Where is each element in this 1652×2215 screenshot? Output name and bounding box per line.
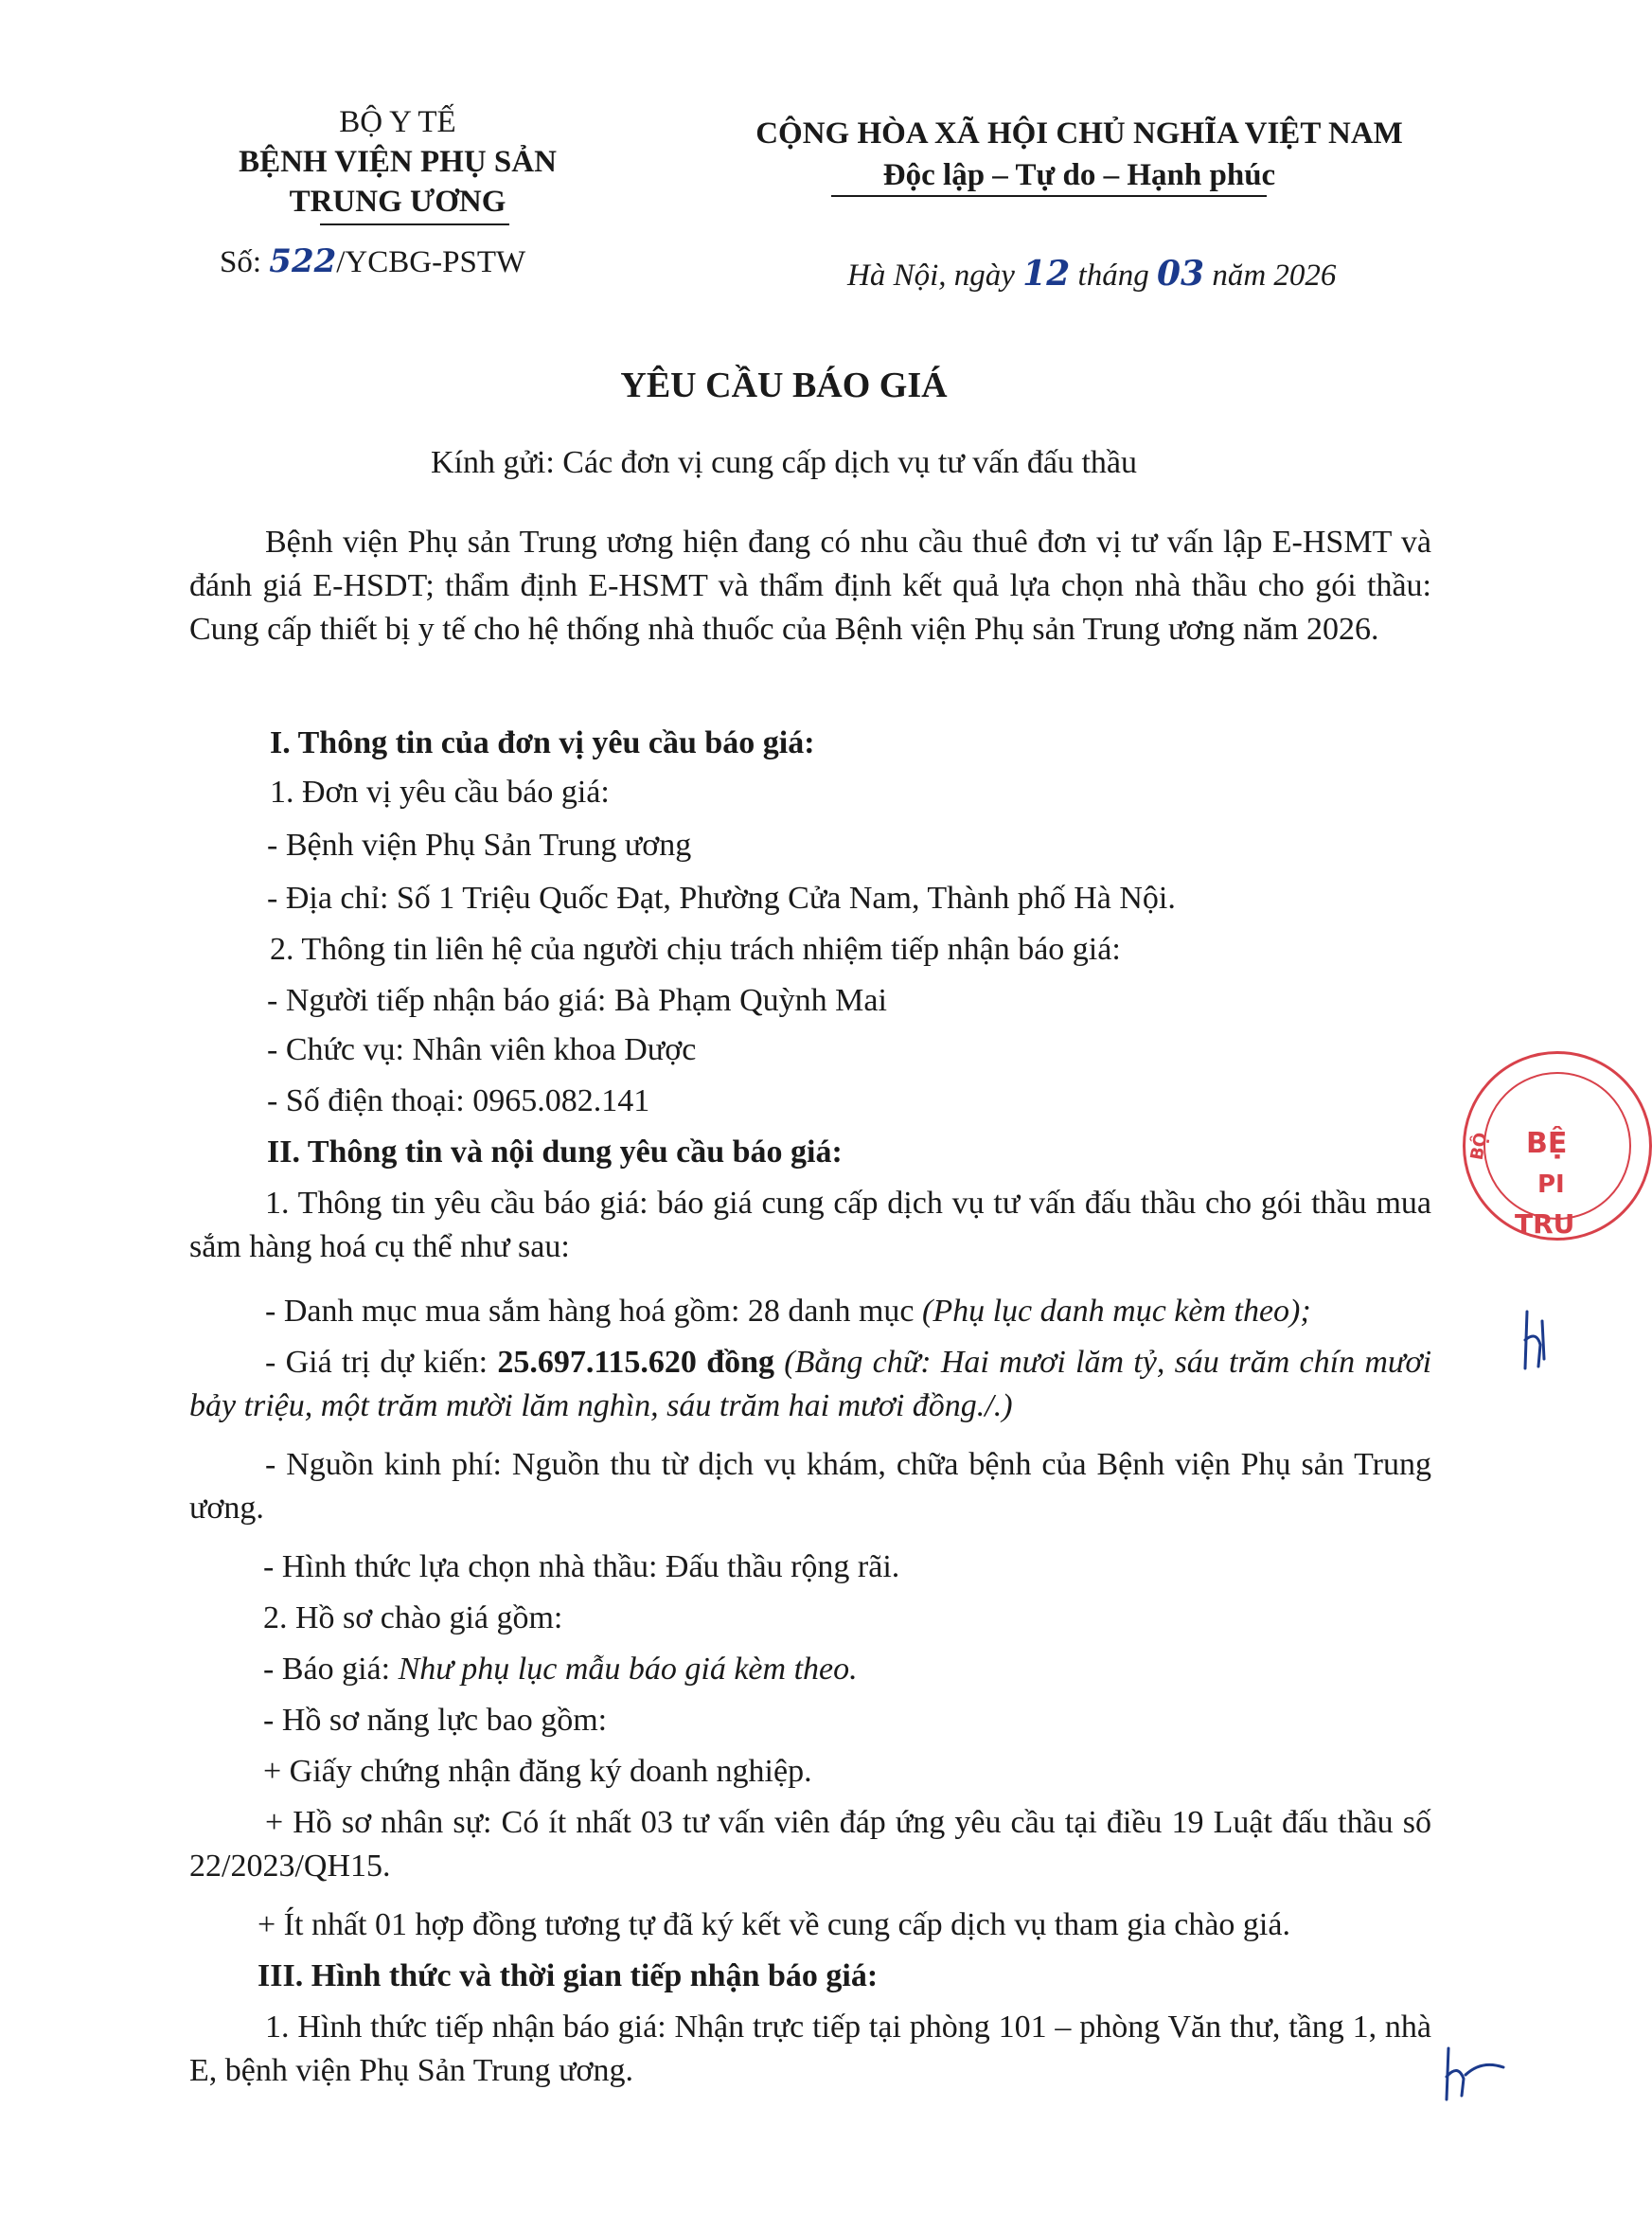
estimated-value-words: (Bằng chữ: Hai mươi lăm tỷ, sáu trăm chín mươi bảy triệu, một trăm mười lăm nghìn, sáu trăm hai mươi đồng./.) [189, 1345, 1432, 1423]
hospital-name-line1: BỆNH VIỆN PHỤ SẢN [239, 145, 557, 179]
ministry-name: BỘ Y TẾ [339, 105, 456, 139]
date-month-label: tháng [1077, 259, 1149, 293]
receiver-name: - Người tiếp nhận báo giá: Bà Phạm Quỳnh Mai [267, 983, 887, 1018]
section3-item1-text: 1. Hình thức tiếp nhận báo giá: Nhận trực tiếp tại phòng 101 – phòng Văn thư, tầng 1, nhà E, bệnh viện Phụ Sản Trung ương. [189, 2010, 1431, 2088]
section3-item1 [189, 2006, 1431, 2093]
stamp-text-line2: PI [1537, 1170, 1565, 1199]
margin-initials-signature [1519, 1302, 1562, 1373]
section1-subheading1: 1. Đơn vị yêu cầu báo giá: [270, 775, 610, 810]
issue-date [847, 254, 1336, 295]
staff-profile [189, 1801, 1431, 1888]
quote-note: Như phụ lục mẫu báo giá kèm theo. [398, 1652, 858, 1687]
unit-name: - Bệnh viện Phụ Sản Trung ương [267, 828, 692, 863]
section2-item1 [189, 1182, 1431, 1269]
section2-item2: 2. Hồ sơ chào giá gồm: [263, 1600, 563, 1635]
stamp-text-line1: BỆ [1526, 1127, 1568, 1160]
funding-source-text: - Nguồn kinh phí: Nguồn thu từ dịch vụ khám, chữa bệnh của Bệnh viện Phụ sản Trung ương. [189, 1447, 1431, 1526]
staff-profile-text: + Hồ sơ nhân sự: Có ít nhất 03 tư vấn viên đáp ứng yêu cầu tại điều 19 Luật đấu thầu số 22/2023/QH15. [189, 1805, 1431, 1884]
recipient-line: Kính gửi: Các đơn vị cung cấp dịch vụ tư vấn đấu thầu [430, 445, 1137, 480]
document-number-prefix: Số: [220, 245, 262, 279]
estimated-value-label: - Giá trị dự kiến: [265, 1345, 498, 1380]
similar-contract: + Ít nhất 01 hợp đồng tương tự đã ký kết về cung cấp dịch vụ tham gia chào giá. [258, 1907, 1290, 1942]
section2-heading: II. Thông tin và nội dung yêu cầu báo giá: [267, 1134, 843, 1170]
section1-heading: I. Thông tin của đơn vị yêu cầu báo giá: [270, 725, 815, 760]
date-prefix: Hà Nội, ngày [847, 259, 1015, 293]
document-number-suffix: /YCBG-PSTW [336, 245, 526, 279]
selection-method: - Hình thức lựa chọn nhà thầu: Đấu thầu rộng rãi. [263, 1549, 900, 1584]
intro-text: Bệnh viện Phụ sản Trung ương hiện đang có nhu cầu thuê đơn vị tư vấn lập E-HSMT và đánh giá E-HSDT; thẩm định E-HSMT và thẩm định kết quả lựa chọn nhà thầu cho gói thầu: Cung cấp thiết bị y tế cho hệ thống nhà thuốc của Bệnh viện Phụ sản Trung ương năm 2026. [189, 525, 1431, 647]
bottom-initials-signature [1439, 2041, 1510, 2107]
funding-source [189, 1443, 1431, 1530]
unit-address: - Địa chỉ: Số 1 Triệu Quốc Đạt, Phường Cửa Nam, Thành phố Hà Nội. [267, 881, 1176, 916]
estimated-value-amount: 25.697.115.620 đồng [497, 1345, 775, 1380]
stamp-ring-text: BỘ [1466, 1131, 1492, 1162]
catalog-note: (Phụ lục danh mục kèm theo); [922, 1294, 1311, 1329]
hospital-name-line2: TRUNG ƯƠNG [289, 185, 506, 219]
section3-heading: III. Hình thức và thời gian tiếp nhận báo giá: [258, 1958, 879, 1993]
document-number-handwritten: 522 [269, 242, 337, 280]
intro-paragraph [189, 521, 1431, 652]
document-title: YÊU CẦU BÁO GIÁ [620, 366, 948, 405]
date-month-handwritten: 03 [1156, 254, 1205, 294]
national-motto: Độc lập – Tự do – Hạnh phúc [882, 158, 1276, 192]
catalog-text: - Danh mục mua sắm hàng hoá gồm: 28 danh mục [265, 1294, 923, 1329]
catalog-line [265, 1290, 1311, 1333]
stamp-text-line3: TRU [1515, 1208, 1575, 1240]
capacity-profile: - Hồ sơ năng lực bao gồm: [263, 1703, 608, 1738]
receiver-position: - Chức vụ: Nhân viên khoa Dược [267, 1032, 697, 1067]
estimated-value [189, 1341, 1431, 1428]
header-left-underline [320, 223, 509, 225]
quote-line [263, 1648, 858, 1691]
quote-label: - Báo giá: [263, 1652, 399, 1687]
country-name: CỘNG HÒA XÃ HỘI CHỦ NGHĨA VIỆT NAM [755, 116, 1403, 151]
business-certificate: + Giấy chứng nhận đăng ký doanh nghiệp. [263, 1754, 812, 1789]
section1-subheading2: 2. Thông tin liên hệ của người chịu trách nhiệm tiếp nhận báo giá: [270, 932, 1121, 967]
date-day-handwritten: 12 [1022, 254, 1071, 294]
section2-item1-text: 1. Thông tin yêu cầu báo giá: báo giá cung cấp dịch vụ tư vấn đấu thầu cho gói thầu mua sắm hàng hoá cụ thể như sau: [189, 1186, 1431, 1264]
header-right-underline [831, 195, 1267, 197]
receiver-phone: - Số điện thoại: 0965.082.141 [267, 1083, 650, 1118]
date-year: năm 2026 [1212, 259, 1337, 293]
document-number [220, 241, 525, 282]
